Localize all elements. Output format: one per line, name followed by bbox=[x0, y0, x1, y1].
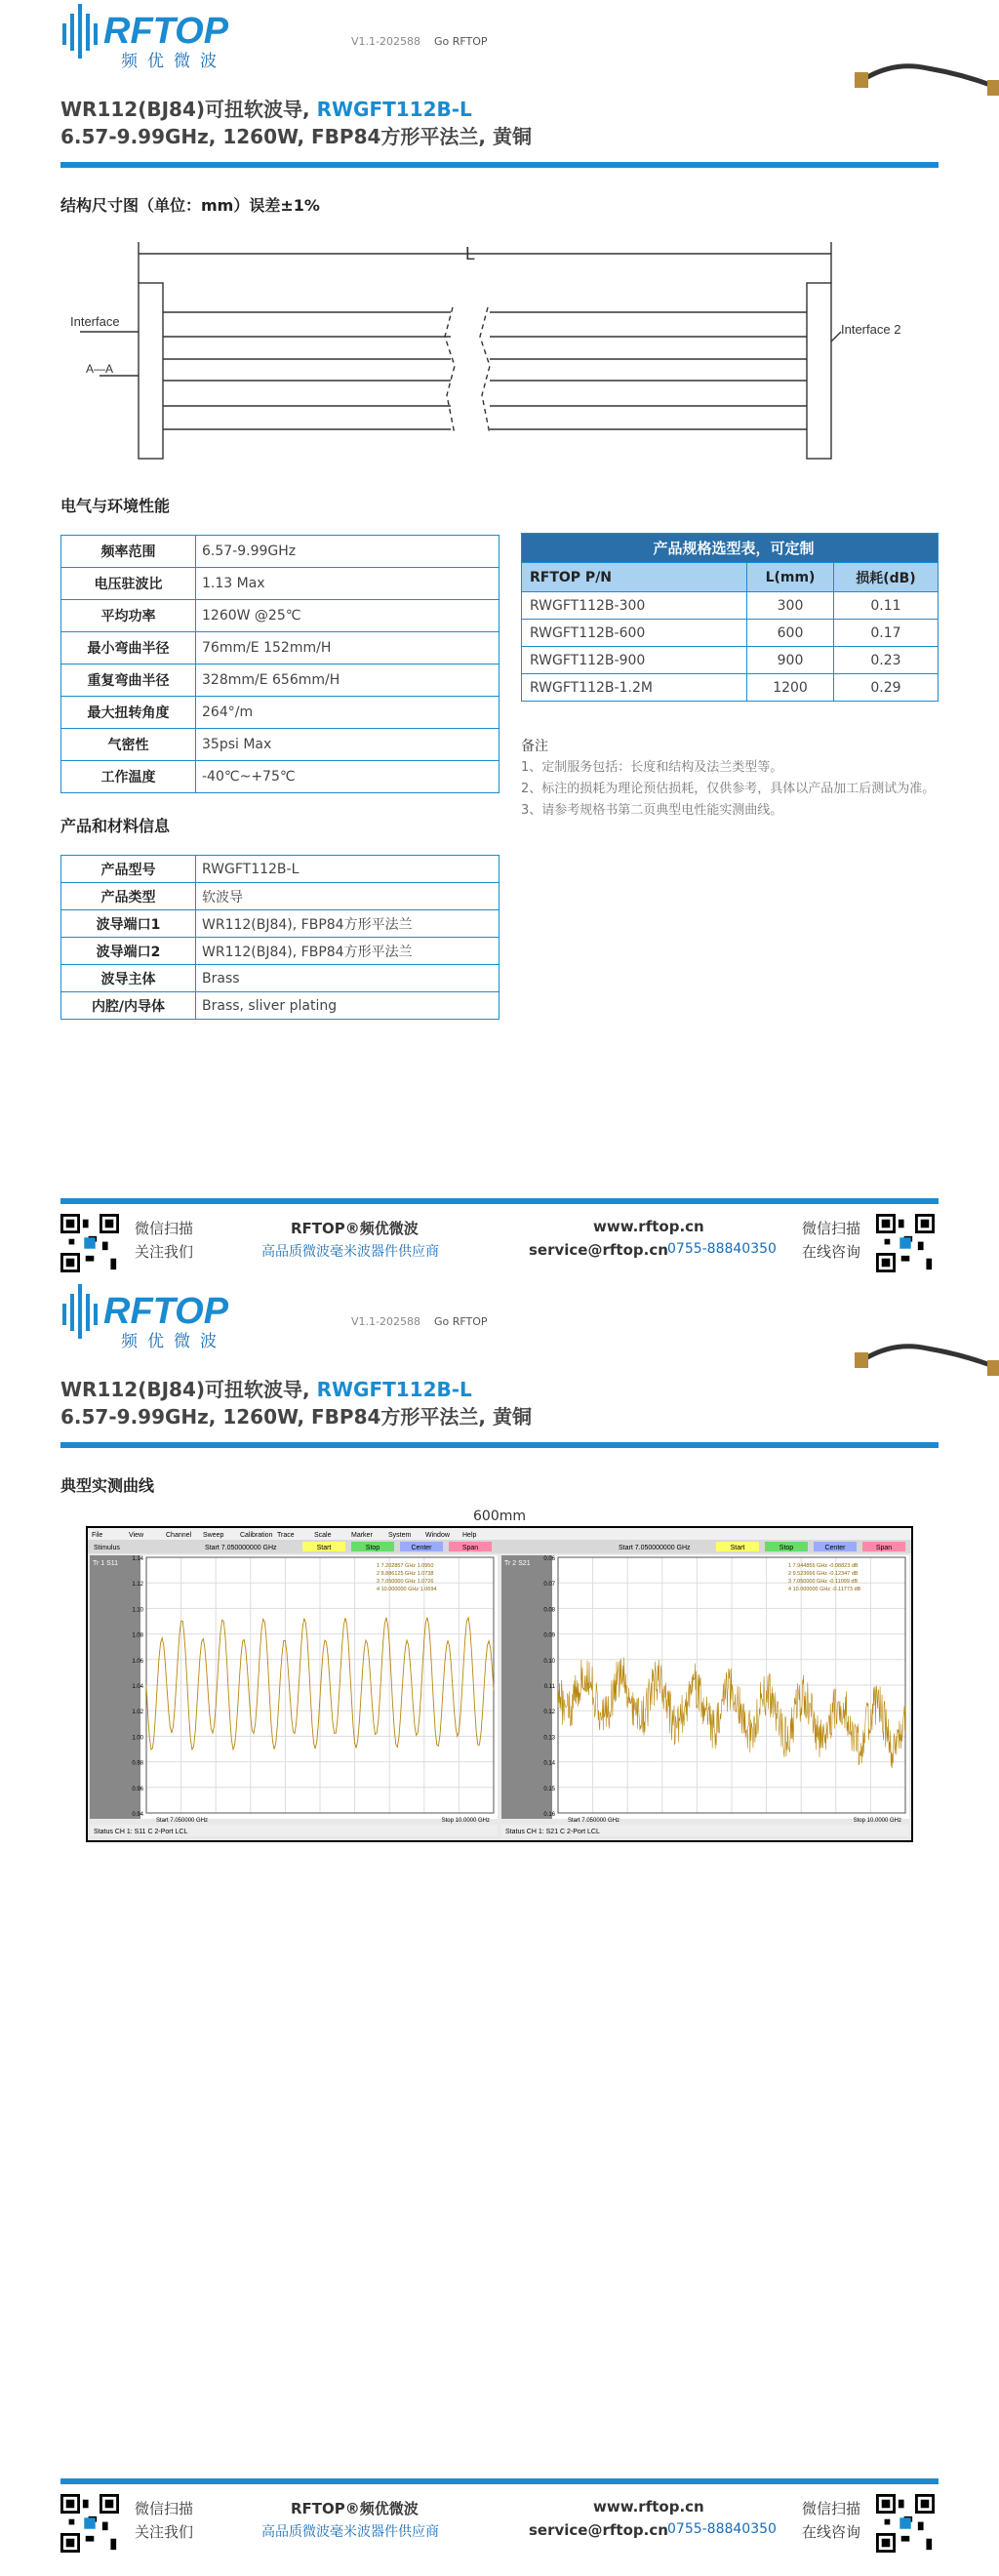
structure-drawing bbox=[60, 234, 939, 478]
spec-row bbox=[61, 600, 500, 632]
vna-menu-item: Help bbox=[462, 1532, 477, 1539]
qr-code bbox=[876, 2494, 935, 2553]
selection-caption: 产品规格选型表，可定制 bbox=[522, 534, 939, 563]
page-1 bbox=[0, 0, 999, 1280]
spec-key: 最大扭转角度 bbox=[61, 697, 196, 729]
logo-subtitle: 频优微波 bbox=[121, 52, 226, 71]
spec-value: 软波导 bbox=[196, 883, 500, 910]
vna-start-label: Start 7.050000 GHz bbox=[156, 1818, 209, 1824]
note-3: 3、请参考规格书第二页典型电性能实测曲线。 bbox=[521, 803, 783, 818]
vna-menu-item: File bbox=[92, 1532, 103, 1539]
vna-menu-item: Window bbox=[425, 1532, 450, 1539]
email-link[interactable]: service@rftop.cn bbox=[529, 1241, 668, 1259]
header-divider bbox=[60, 162, 939, 168]
vna-start-value: Start 7.050000000 GHz bbox=[619, 1545, 691, 1551]
website-link[interactable]: www.rftop.cn bbox=[593, 2498, 704, 2516]
selection-row bbox=[522, 620, 939, 647]
note-2: 2、标注的损耗为理论预估损耗，仅供参考，具体以产品加工后测试为准。 bbox=[521, 782, 936, 796]
interface2-label: Interface 2 bbox=[841, 322, 901, 337]
vna-marker-readout: 1 7.944855 GHz -0.08823 dB bbox=[788, 1563, 859, 1569]
logo-subtitle: 频优微波 bbox=[121, 1332, 226, 1351]
vna-marker-readout: 4 10.000000 GHz 1.0694 bbox=[377, 1587, 437, 1592]
vna-menu-item: View bbox=[129, 1532, 144, 1539]
header bbox=[60, 0, 939, 78]
vna-scale-label: 1.10 bbox=[132, 1607, 143, 1614]
vna-scale-label: 0.96 bbox=[132, 1786, 143, 1792]
follow-label: 关注我们 bbox=[135, 1243, 194, 1261]
product-subtitle: 6.57-9.99GHz, 1260W, FBP84方形平法兰, 黄铜 bbox=[60, 1405, 532, 1429]
spec-key: 波导端口2 bbox=[61, 938, 196, 965]
vna-start-value: Start 7.050000000 GHz bbox=[205, 1545, 277, 1551]
version: V1.1-202588 Go RFTOP bbox=[351, 35, 488, 48]
consult-scan-label: 微信扫描 bbox=[802, 2500, 861, 2517]
vna-scale-label: 0.16 bbox=[543, 1812, 555, 1818]
spec-value: WR112(BJ84), FBP84方形平法兰 bbox=[196, 938, 500, 965]
spec-row bbox=[61, 729, 500, 761]
spec-key: 产品类型 bbox=[61, 883, 196, 910]
spec-key: 重复弯曲半径 bbox=[61, 664, 196, 697]
selection-cell: RWGFT112B-300 bbox=[522, 592, 747, 620]
vna-scale-label: 1.02 bbox=[132, 1710, 143, 1716]
spec-row bbox=[61, 992, 500, 1020]
notes bbox=[521, 736, 940, 822]
vna-scale-label: 0.07 bbox=[543, 1582, 555, 1589]
vna-menu-item: Scale bbox=[314, 1532, 332, 1539]
consult-label: 在线咨询 bbox=[802, 1243, 861, 1261]
svg-text:RFTOP: RFTOP bbox=[103, 1291, 229, 1332]
vna-scale-label: 1.14 bbox=[132, 1556, 143, 1562]
follow-label: 关注我们 bbox=[135, 2523, 194, 2541]
vna-stop-label: Stop 10.0000 GHz bbox=[853, 1818, 901, 1824]
consult-label: 在线咨询 bbox=[802, 2523, 861, 2541]
spec-row bbox=[61, 938, 500, 965]
spec-key: 工作温度 bbox=[61, 761, 196, 793]
spec-value: -40℃~+75℃ bbox=[196, 761, 500, 793]
header bbox=[60, 1280, 939, 1358]
footer-divider bbox=[60, 1198, 939, 1204]
selection-cell: RWGFT112B-1.2M bbox=[522, 674, 747, 702]
vna-scale-label: 1.12 bbox=[132, 1582, 143, 1589]
label-L: L bbox=[464, 244, 476, 263]
notes-heading: 备注 bbox=[521, 739, 548, 754]
page-2 bbox=[0, 1280, 999, 2560]
vna-menu-item: Trace bbox=[277, 1532, 295, 1539]
spec-row bbox=[61, 697, 500, 729]
vna-scale-label: 1.04 bbox=[132, 1684, 143, 1690]
spec-value: 264°/m bbox=[196, 697, 500, 729]
spec-key: 平均功率 bbox=[61, 600, 196, 632]
selection-cell: RWGFT112B-600 bbox=[522, 620, 747, 647]
vna-scale-label: 0.98 bbox=[132, 1760, 143, 1767]
electrical-heading: 电气与环境性能 bbox=[60, 497, 171, 515]
vna-marker-readout: 1 7.202857 GHz 1.0950 bbox=[377, 1563, 434, 1569]
vna-scale-label: 0.11 bbox=[543, 1684, 555, 1690]
section-label: A—A bbox=[86, 362, 114, 376]
vna-scale-label: 0.10 bbox=[543, 1658, 555, 1665]
spec-row bbox=[61, 536, 500, 568]
vna-stop-label: Stop 10.0000 GHz bbox=[441, 1818, 490, 1824]
vna-menu-item: Channel bbox=[166, 1532, 192, 1539]
footer bbox=[60, 2478, 939, 2576]
vna-marker-readout: 3 7.050000 GHz -0.11099 dB bbox=[788, 1579, 859, 1585]
vna-trace-title: Tr 1 S11 bbox=[93, 1560, 119, 1567]
vna-start-label: Start 7.050000 GHz bbox=[568, 1818, 620, 1824]
spec-key: 波导端口1 bbox=[61, 910, 196, 938]
vna-panel bbox=[90, 1555, 498, 1819]
spec-key: 产品型号 bbox=[61, 856, 196, 883]
curve-length-label: 600mm bbox=[473, 1509, 526, 1524]
spec-row bbox=[61, 856, 500, 883]
vna-scale-label: 1.06 bbox=[132, 1658, 143, 1665]
vna-scale-label: 0.09 bbox=[543, 1632, 555, 1639]
curves-heading: 典型实测曲线 bbox=[60, 1476, 155, 1495]
vna-softkey-label: Center bbox=[824, 1545, 846, 1551]
selection-cell: RWGFT112B-900 bbox=[522, 647, 747, 674]
consult-scan-label: 微信扫描 bbox=[802, 1220, 861, 1237]
selection-table bbox=[521, 533, 939, 702]
electrical-table bbox=[60, 535, 500, 793]
vna-scale-label: 1.08 bbox=[132, 1632, 143, 1639]
selection-header: RFTOP P/N bbox=[522, 563, 747, 592]
svg-text:RFTOP: RFTOP bbox=[103, 11, 229, 52]
vna-marker-readout: 3 7.050000 GHz 1.0726 bbox=[377, 1579, 434, 1585]
product-title: WR112(BJ84)可扭软波导, RWGFT112B-L bbox=[60, 1378, 472, 1401]
vna-scale-label: 1.00 bbox=[132, 1735, 143, 1742]
spec-value: 1.13 Max bbox=[196, 568, 500, 600]
spec-row bbox=[61, 883, 500, 910]
spec-key: 内腔/内导体 bbox=[61, 992, 196, 1020]
spec-value: 76mm/E 152mm/H bbox=[196, 632, 500, 664]
qr-code bbox=[60, 2494, 119, 2553]
vna-softkey-label: Start bbox=[316, 1545, 332, 1551]
wechat-label: 微信扫描 bbox=[135, 2500, 194, 2517]
vna-menu-item: System bbox=[388, 1532, 412, 1539]
spec-value: WR112(BJ84), FBP84方形平法兰 bbox=[196, 910, 500, 938]
cable-image bbox=[855, 60, 999, 100]
vna-stimulus-label: Stimulus bbox=[94, 1545, 120, 1551]
spec-row bbox=[61, 965, 500, 992]
interface1-label: Interface bbox=[70, 314, 120, 329]
spec-row bbox=[61, 632, 500, 664]
selection-row bbox=[522, 592, 939, 620]
spec-key: 波导主体 bbox=[61, 965, 196, 992]
spec-row bbox=[61, 664, 500, 697]
phone: 0755-88840350 bbox=[667, 1241, 777, 1257]
company-name: RFTOP®频优微波 bbox=[291, 1220, 419, 1237]
vna-menu-item: Calibration bbox=[240, 1532, 273, 1539]
spec-key: 气密性 bbox=[61, 729, 196, 761]
vna-scale-label: 0.94 bbox=[132, 1812, 143, 1818]
selection-cell: 600 bbox=[747, 620, 834, 647]
spec-row bbox=[61, 568, 500, 600]
vna-marker-readout: 2 9.523666 GHz -0.12347 dB bbox=[788, 1571, 859, 1577]
vna-softkey-label: Span bbox=[875, 1545, 893, 1551]
vna-trace-title: Tr 2 S21 bbox=[504, 1560, 531, 1567]
spec-value: 6.57-9.99GHz bbox=[196, 536, 500, 568]
spec-key: 最小弯曲半径 bbox=[61, 632, 196, 664]
goto-link[interactable]: Go RFTOP bbox=[433, 35, 488, 48]
vna-scale-label: 0.14 bbox=[543, 1760, 555, 1767]
vna-menu-item: Sweep bbox=[203, 1532, 224, 1539]
selection-cell: 900 bbox=[747, 647, 834, 674]
selection-cell: 0.17 bbox=[833, 620, 938, 647]
drawing-heading: 结构尺寸图（单位：mm）误差±1% bbox=[60, 196, 320, 215]
product-table bbox=[60, 855, 500, 1020]
company-name: RFTOP®频优微波 bbox=[291, 2500, 419, 2517]
vna-marker-readout: 4 10.000000 GHz -0.11773 dB bbox=[788, 1587, 861, 1592]
qr-code bbox=[60, 1214, 119, 1272]
selection-cell: 1200 bbox=[747, 674, 834, 702]
spec-value: 328mm/E 656mm/H bbox=[196, 664, 500, 697]
product-subtitle: 6.57-9.99GHz, 1260W, FBP84方形平法兰, 黄铜 bbox=[60, 125, 532, 148]
product-title: WR112(BJ84)可扭软波导, RWGFT112B-L bbox=[60, 98, 472, 121]
selection-header: L(mm) bbox=[747, 563, 834, 592]
vna-softkey-label: Start bbox=[730, 1545, 745, 1551]
slogan: 高品质微波毫米波器件供应商 bbox=[261, 1244, 439, 1260]
vna-softkey-label: Stop bbox=[365, 1545, 380, 1551]
qr-code bbox=[876, 1214, 935, 1272]
cable-image bbox=[855, 1341, 999, 1380]
vna-scale-label: 0.08 bbox=[543, 1607, 555, 1614]
vna-scale-label: 0.06 bbox=[543, 1556, 555, 1562]
footer-divider bbox=[60, 2478, 939, 2484]
spec-value: RWGFT112B-L bbox=[196, 856, 500, 883]
wechat-label: 微信扫描 bbox=[135, 1220, 194, 1237]
phone: 0755-88840350 bbox=[667, 2521, 777, 2537]
selection-cell: 0.11 bbox=[833, 592, 938, 620]
slogan: 高品质微波毫米波器件供应商 bbox=[261, 2524, 439, 2540]
note-1: 1、定制服务包括：长度和结构及法兰类型等。 bbox=[521, 760, 783, 775]
vna-scale-label: 0.15 bbox=[543, 1786, 555, 1792]
spec-row bbox=[61, 761, 500, 793]
selection-cell: 0.29 bbox=[833, 674, 938, 702]
selection-row bbox=[522, 674, 939, 702]
selection-row bbox=[522, 647, 939, 674]
vna-softkey-label: Center bbox=[411, 1545, 432, 1551]
email-link[interactable]: service@rftop.cn bbox=[529, 2521, 668, 2539]
measurement-screenshot bbox=[86, 1526, 913, 1842]
version: V1.1-202588 Go RFTOP bbox=[351, 1315, 488, 1328]
spec-value: Brass, sliver plating bbox=[196, 992, 500, 1020]
selection-header: 损耗(dB) bbox=[833, 563, 938, 592]
vna-status-text: Status CH 1: S21 C 2-Port LCL bbox=[505, 1829, 600, 1835]
product-heading: 产品和材料信息 bbox=[60, 817, 171, 835]
selection-cell: 0.23 bbox=[833, 647, 938, 674]
header-divider bbox=[60, 1442, 939, 1448]
spec-key: 频率范围 bbox=[61, 536, 196, 568]
spec-row bbox=[61, 910, 500, 938]
website-link[interactable]: www.rftop.cn bbox=[593, 1218, 704, 1235]
vna-scale-label: 0.12 bbox=[543, 1710, 555, 1716]
spec-value: 1260W @25℃ bbox=[196, 600, 500, 632]
selection-cell: 300 bbox=[747, 592, 834, 620]
spec-key: 电压驻波比 bbox=[61, 568, 196, 600]
vna-panel bbox=[501, 1555, 909, 1819]
vna-marker-readout: 2 8.886125 GHz 1.0738 bbox=[377, 1571, 434, 1577]
vna-status-text: Status CH 1: S11 C 2-Port LCL bbox=[94, 1829, 188, 1835]
vna-scale-label: 0.13 bbox=[543, 1735, 555, 1742]
goto-link[interactable]: Go RFTOP bbox=[433, 1315, 488, 1328]
vna-softkey-label: Stop bbox=[779, 1545, 794, 1551]
vna-softkey-label: Span bbox=[461, 1545, 479, 1551]
spec-value: Brass bbox=[196, 965, 500, 992]
spec-value: 35psi Max bbox=[196, 729, 500, 761]
vna-menu-item: Marker bbox=[351, 1532, 373, 1539]
